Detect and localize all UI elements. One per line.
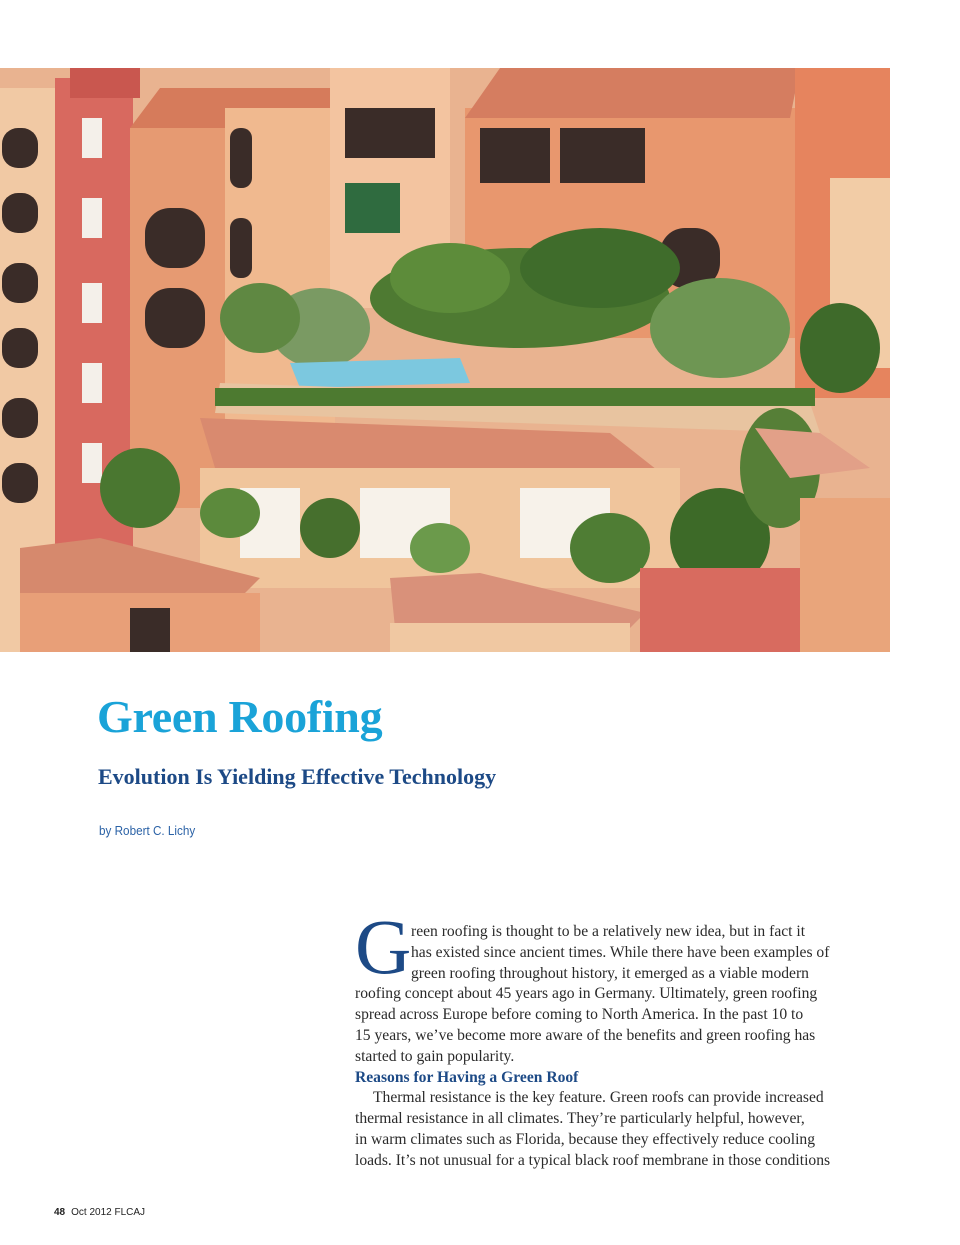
body-line: started to gain popularity. [355,1047,515,1065]
body-line: Thermal resistance is the key feature. Green roofs can provide increased [373,1089,824,1107]
issue-info: Oct 2012 FLCAJ [71,1207,146,1218]
body-line: loads. It’s not unusual for a typical black roof membrane in those conditions [355,1151,831,1169]
body-line: 15 years, we’ve become more aware of the benefits and green roofing has [355,1026,816,1044]
body-line: roofing concept about 45 years ago in Germany. Ultimately, green roofing [355,985,818,1003]
body-line: in warm climates such as Florida, because they effectively reduce cooling [355,1130,815,1148]
body-line: thermal resistance in all climates. They’re particularly helpful, however, [355,1110,805,1128]
article-subtitle: Evolution Is Yielding Effective Technology [98,764,497,789]
page-footer [54,1207,145,1218]
drop-cap: G [355,903,412,990]
article-body [355,922,890,1172]
body-line: reen roofing is thought to be a relatively new idea, but in fact it [411,923,806,940]
byline: by Robert C. Lichy [99,823,196,838]
hero-photo [0,68,890,652]
body-line: has existed since ancient times. While there have been examples of [411,943,830,961]
page-number: 48 [54,1207,66,1218]
article-title: Green Roofing [97,691,383,742]
body-line: green roofing throughout history, it emerged as a viable modern [411,964,809,982]
body-line: spread across Europe before coming to North America. In the past 10 to [355,1006,804,1024]
section-heading: Reasons for Having a Green Roof [355,1068,579,1086]
